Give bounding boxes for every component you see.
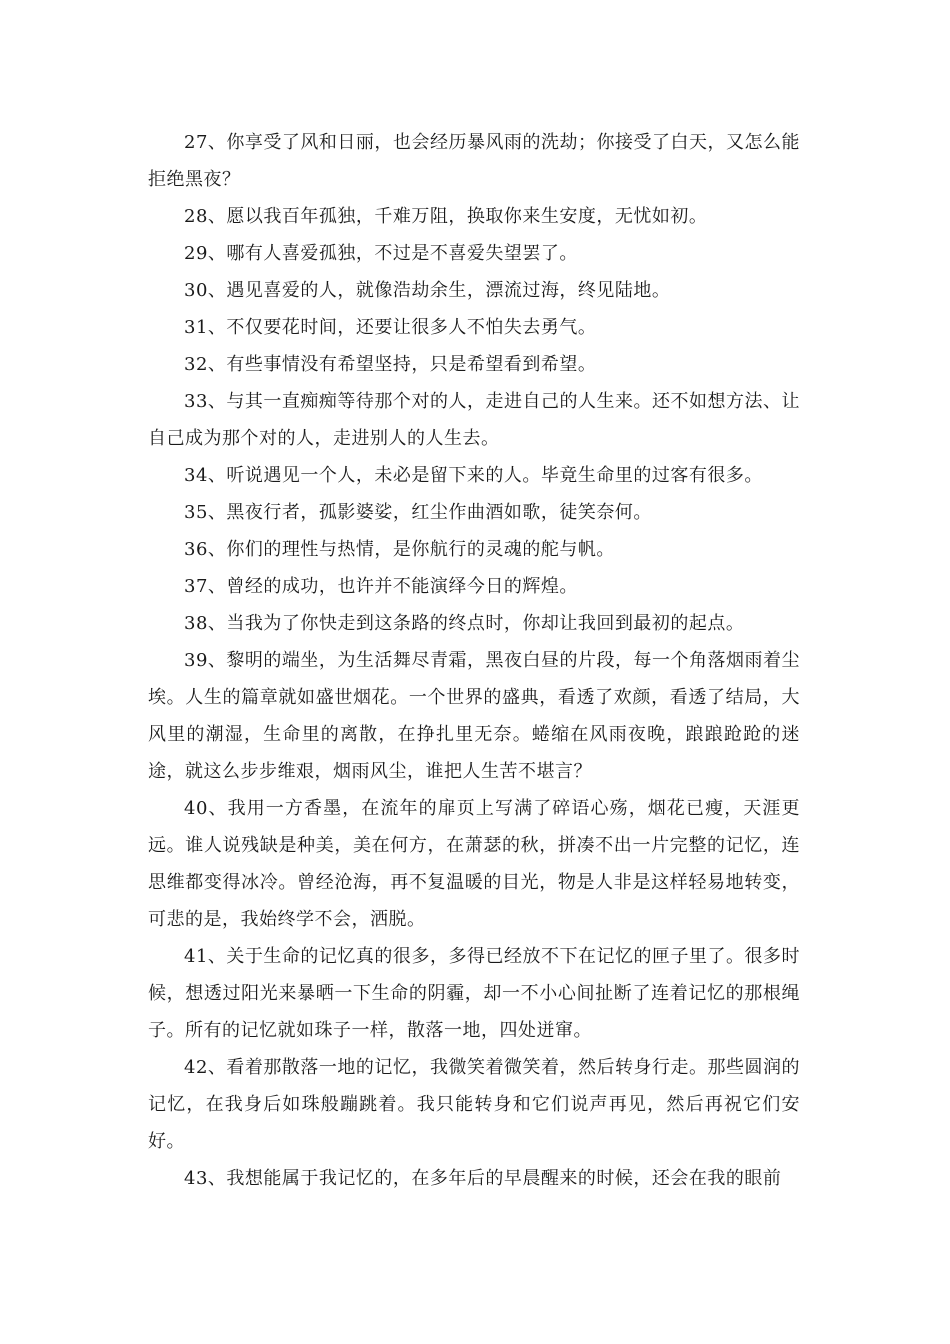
paragraph-27: 27、你享受了风和日丽，也会经历暴风雨的洗劫；你接受了白天，又怎么能拒绝黑夜？ (148, 132, 800, 190)
paragraph-40: 40、我用一方香墨，在流年的扉页上写满了碎语心殇，烟花已瘦，天涯更远。谁人说残缺是种美，美在何方，在萧瑟的秋，拼凑不出一片完整的记忆，连思维都变得冰冷。曾经沧海，再不复温暖的目光，物是人非是这样轻易地转变，可悲的是，我始终学不会，洒脱。 (148, 798, 800, 930)
paragraph-28: 28、愿以我百年孤独，千难万阻，换取你来生安度，无忧如初。 (184, 206, 708, 227)
paragraph-33: 33、与其一直痴痴等待那个对的人，走进自己的人生来。还不如想方法、让自己成为那个对的人，走进别人的人生去。 (148, 391, 800, 449)
paragraph-36: 36、你们的理性与热情，是你航行的灵魂的舵与帆。 (184, 539, 615, 560)
paragraph-41: 41、关于生命的记忆真的很多，多得已经放不下在记忆的匣子里了。很多时候，想透过阳光来暴晒一下生命的阴霾，却一不小心间扯断了连着记忆的那根绳子。所有的记忆就如珠子一样，散落一地，四处迸窜。 (148, 946, 800, 1041)
paragraph-38: 38、当我为了你快走到这条路的终点时，你却让我回到最初的起点。 (184, 613, 745, 634)
paragraph-43: 43、我想能属于我记忆的，在多年后的早晨醒来的时候，还会在我的眼前 (184, 1168, 782, 1189)
paragraph-42: 42、看着那散落一地的记忆，我微笑着微笑着，然后转身行走。那些圆润的记忆，在我身后如珠般蹦跳着。我只能转身和它们说声再见，然后再祝它们安好。 (148, 1057, 800, 1152)
paragraph-30: 30、遇见喜爱的人，就像浩劫余生，漂流过海，终见陆地。 (184, 280, 671, 301)
paragraph-37: 37、曾经的成功，也许并不能演绎今日的辉煌。 (184, 576, 578, 597)
paragraph-29: 29、哪有人喜爱孤独，不过是不喜爱失望罢了。 (184, 243, 578, 264)
document-body (148, 124, 800, 1197)
paragraph-34: 34、听说遇见一个人，未必是留下来的人。毕竟生命里的过客有很多。 (184, 465, 763, 486)
paragraph-39: 39、黎明的端坐，为生活舞尽青霜，黑夜白昼的片段，每一个角落烟雨着尘埃。人生的篇章就如盛世烟花。一个世界的盛典，看透了欢颜，看透了结局，大风里的潮湿，生命里的离散，在挣扎里无奈。蜷缩在风雨夜晚，踉踉跄跄的迷途，就这么步步维艰，烟雨风尘，谁把人生苦不堪言？ (148, 650, 800, 782)
paragraph-35: 35、黑夜行者，孤影婆娑，红尘作曲酒如歌，徒笑奈何。 (184, 502, 652, 523)
paragraph-32: 32、有些事情没有希望坚持，只是希望看到希望。 (184, 354, 597, 375)
paragraph-31: 31、不仅要花时间，还要让很多人不怕失去勇气。 (184, 317, 597, 338)
